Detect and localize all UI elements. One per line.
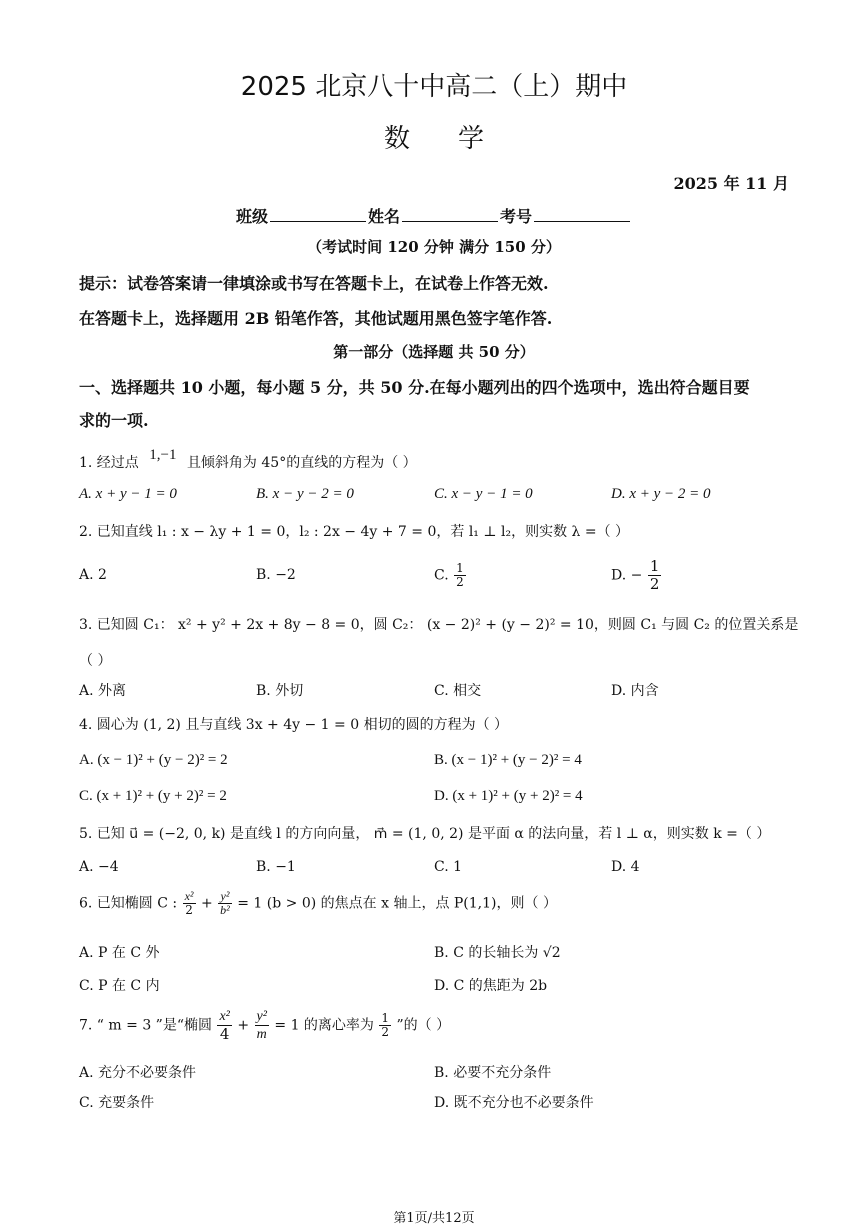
q3-option-d: D. 内含 xyxy=(611,683,659,699)
q6-option-d: D. C 的焦距为 2b xyxy=(434,978,548,994)
id-blank xyxy=(534,206,630,222)
q2-option-d-fraction xyxy=(648,558,662,593)
q5-option-a: A. −4 xyxy=(79,859,119,875)
tip-line-1: 提示：试卷答案请一律填涂或书写在答题卡上，在试卷上作答无效. xyxy=(79,274,549,293)
q1-option-d: D. x + y − 2 = 0 xyxy=(611,486,711,502)
q7-option-a: A. 充分不必要条件 xyxy=(79,1065,197,1081)
q7-f3-num: 1 xyxy=(381,1011,390,1025)
id-label: 考号 xyxy=(500,207,533,226)
q6-f1-num: x² xyxy=(184,889,194,903)
q7-fraction-2 xyxy=(255,1008,269,1043)
q7-f2-den: m xyxy=(256,1027,267,1042)
exam-title: 2025 北京八十中高二（上）期中 xyxy=(240,72,628,102)
q6-post: = 1 (b > 0) 的焦点在 x 轴上，点 P(1,1)，则（ ） xyxy=(237,895,557,912)
q6-fraction-2 xyxy=(218,890,232,917)
q1-option-a: A. x + y − 1 = 0 xyxy=(79,486,177,502)
q6-option-a: A. P 在 C 外 xyxy=(79,945,160,961)
q7-f1-num: x² xyxy=(219,1009,230,1024)
exam-time-info: （考试时间 120 分钟 满分 150 分） xyxy=(307,238,561,256)
tip-line-2: 在答题卡上，选择题用 2B 铅笔作答，其他试题用黑色签字笔作答. xyxy=(79,309,553,328)
class-label: 班级 xyxy=(236,207,269,226)
q2-option-d-label: D. − xyxy=(611,567,643,584)
question-3-line-1: 3. 已知圆 C₁： x² + y² + 2x + 8y − 8 = 0，圆 C₂： (x − 2)² + (y − 2)² = 10，则圆 C₁ 与圆 C₂ 的位置关系是 xyxy=(79,617,799,633)
question-7 xyxy=(79,1008,450,1043)
q6-plus: + xyxy=(200,895,213,912)
q7-f3-den: 2 xyxy=(381,1025,390,1039)
page-number: 第1页/共12页 xyxy=(393,1211,475,1226)
q6-f1-den: 2 xyxy=(185,903,193,917)
q4-option-c: C. (x + 1)² + (y + 2)² = 2 xyxy=(79,788,227,804)
question-2: 2. 已知直线 l₁ : x − λy + 1 = 0，l₂ : 2x − 4y + 7 = 0，若 l₁ ⊥ l₂，则实数 λ =（ ） xyxy=(79,524,630,540)
q7-mid: = 1 的离心率为 xyxy=(274,1017,374,1034)
q7-post: ”的（ ） xyxy=(396,1017,451,1034)
q3-option-a: A. 外离 xyxy=(79,683,127,699)
q7-fraction-3 xyxy=(379,1012,391,1039)
q5-option-d: D. 4 xyxy=(611,859,640,875)
q7-f2-num: y² xyxy=(256,1009,267,1024)
name-blank xyxy=(402,206,498,222)
q3-option-c: C. 相交 xyxy=(434,683,482,699)
q4-option-d: D. (x + 1)² + (y + 2)² = 4 xyxy=(434,788,583,804)
q6-fraction-1 xyxy=(183,890,196,917)
q6-option-b: B. C 的长轴长为 √2 xyxy=(434,945,561,961)
section-instruction-1: 一、选择题共 10 小题，每小题 5 分，共 50 分.在每小题列出的四个选项中，选出符合题目要 xyxy=(79,378,750,397)
class-blank xyxy=(270,206,366,222)
q1-post: 且倾斜角为 45°的直线的方程为（ ） xyxy=(186,455,417,471)
q4-option-b: B. (x − 1)² + (y − 2)² = 4 xyxy=(434,752,582,768)
q7-fraction-1 xyxy=(217,1008,231,1043)
q2-option-d-num: 1 xyxy=(649,557,660,575)
q2-option-d-den: 2 xyxy=(649,575,660,593)
section-instruction-2: 求的一项. xyxy=(79,411,149,430)
q1-option-c: C. x − y − 1 = 0 xyxy=(434,486,533,502)
q5-option-c: C. 1 xyxy=(434,859,463,875)
q3-option-b: B. 外切 xyxy=(256,683,304,699)
q7-option-b: B. 必要不充分条件 xyxy=(434,1065,552,1081)
exam-date: 2025 年 11 月 xyxy=(673,174,789,193)
q5-option-b: B. −1 xyxy=(256,859,296,875)
q1-pre: 1. 经过点 xyxy=(79,455,139,471)
q7-plus: + xyxy=(237,1017,250,1034)
name-label: 姓名 xyxy=(368,207,401,226)
q4-option-a: A. (x − 1)² + (y − 2)² = 2 xyxy=(79,752,228,768)
question-5: 5. 已知 u⃗ = (−2, 0, k) 是直线 l 的方向向量， m⃗ = (1, 0, 2) 是平面 α 的法向量，若 l ⊥ α，则实数 k =（ ） xyxy=(79,826,771,842)
q7-option-c: C. 充要条件 xyxy=(79,1095,155,1111)
q6-f2-den: b² xyxy=(220,903,230,917)
part-title: 第一部分（选择题 共 50 分） xyxy=(333,343,535,361)
q1-option-b: B. x − y − 2 = 0 xyxy=(256,486,354,502)
q2-option-c-label: C. xyxy=(434,567,449,584)
q2-option-c-num: 1 xyxy=(456,561,464,575)
q6-pre: 6. 已知椭圆 C : xyxy=(79,895,178,912)
subject-title: 数学 xyxy=(383,124,532,154)
q2-option-b: B. −2 xyxy=(256,567,296,583)
q6-option-c: C. P 在 C 内 xyxy=(79,978,160,994)
q6-f2-num: y² xyxy=(218,890,232,904)
question-3-line-2: （ ） xyxy=(79,653,112,669)
q2-option-c-den: 2 xyxy=(456,575,464,589)
q7-pre: 7. “ m = 3 ”是“椭圆 xyxy=(79,1017,212,1034)
q7-option-d: D. 既不充分也不必要条件 xyxy=(434,1095,594,1111)
question-4: 4. 圆心为 (1, 2) 且与直线 3x + 4y − 1 = 0 相切的圆的方程为（ ） xyxy=(79,717,509,733)
q2-option-c xyxy=(434,562,467,589)
q2-option-c-fraction xyxy=(454,562,466,589)
question-6 xyxy=(79,890,557,917)
q7-f1-den: 4 xyxy=(219,1025,230,1043)
student-info-line xyxy=(236,204,632,227)
q1-point: 1,−1 xyxy=(149,447,177,463)
question-1 xyxy=(79,447,417,472)
q2-option-a: A. 2 xyxy=(79,567,107,583)
q2-option-d xyxy=(611,558,662,593)
